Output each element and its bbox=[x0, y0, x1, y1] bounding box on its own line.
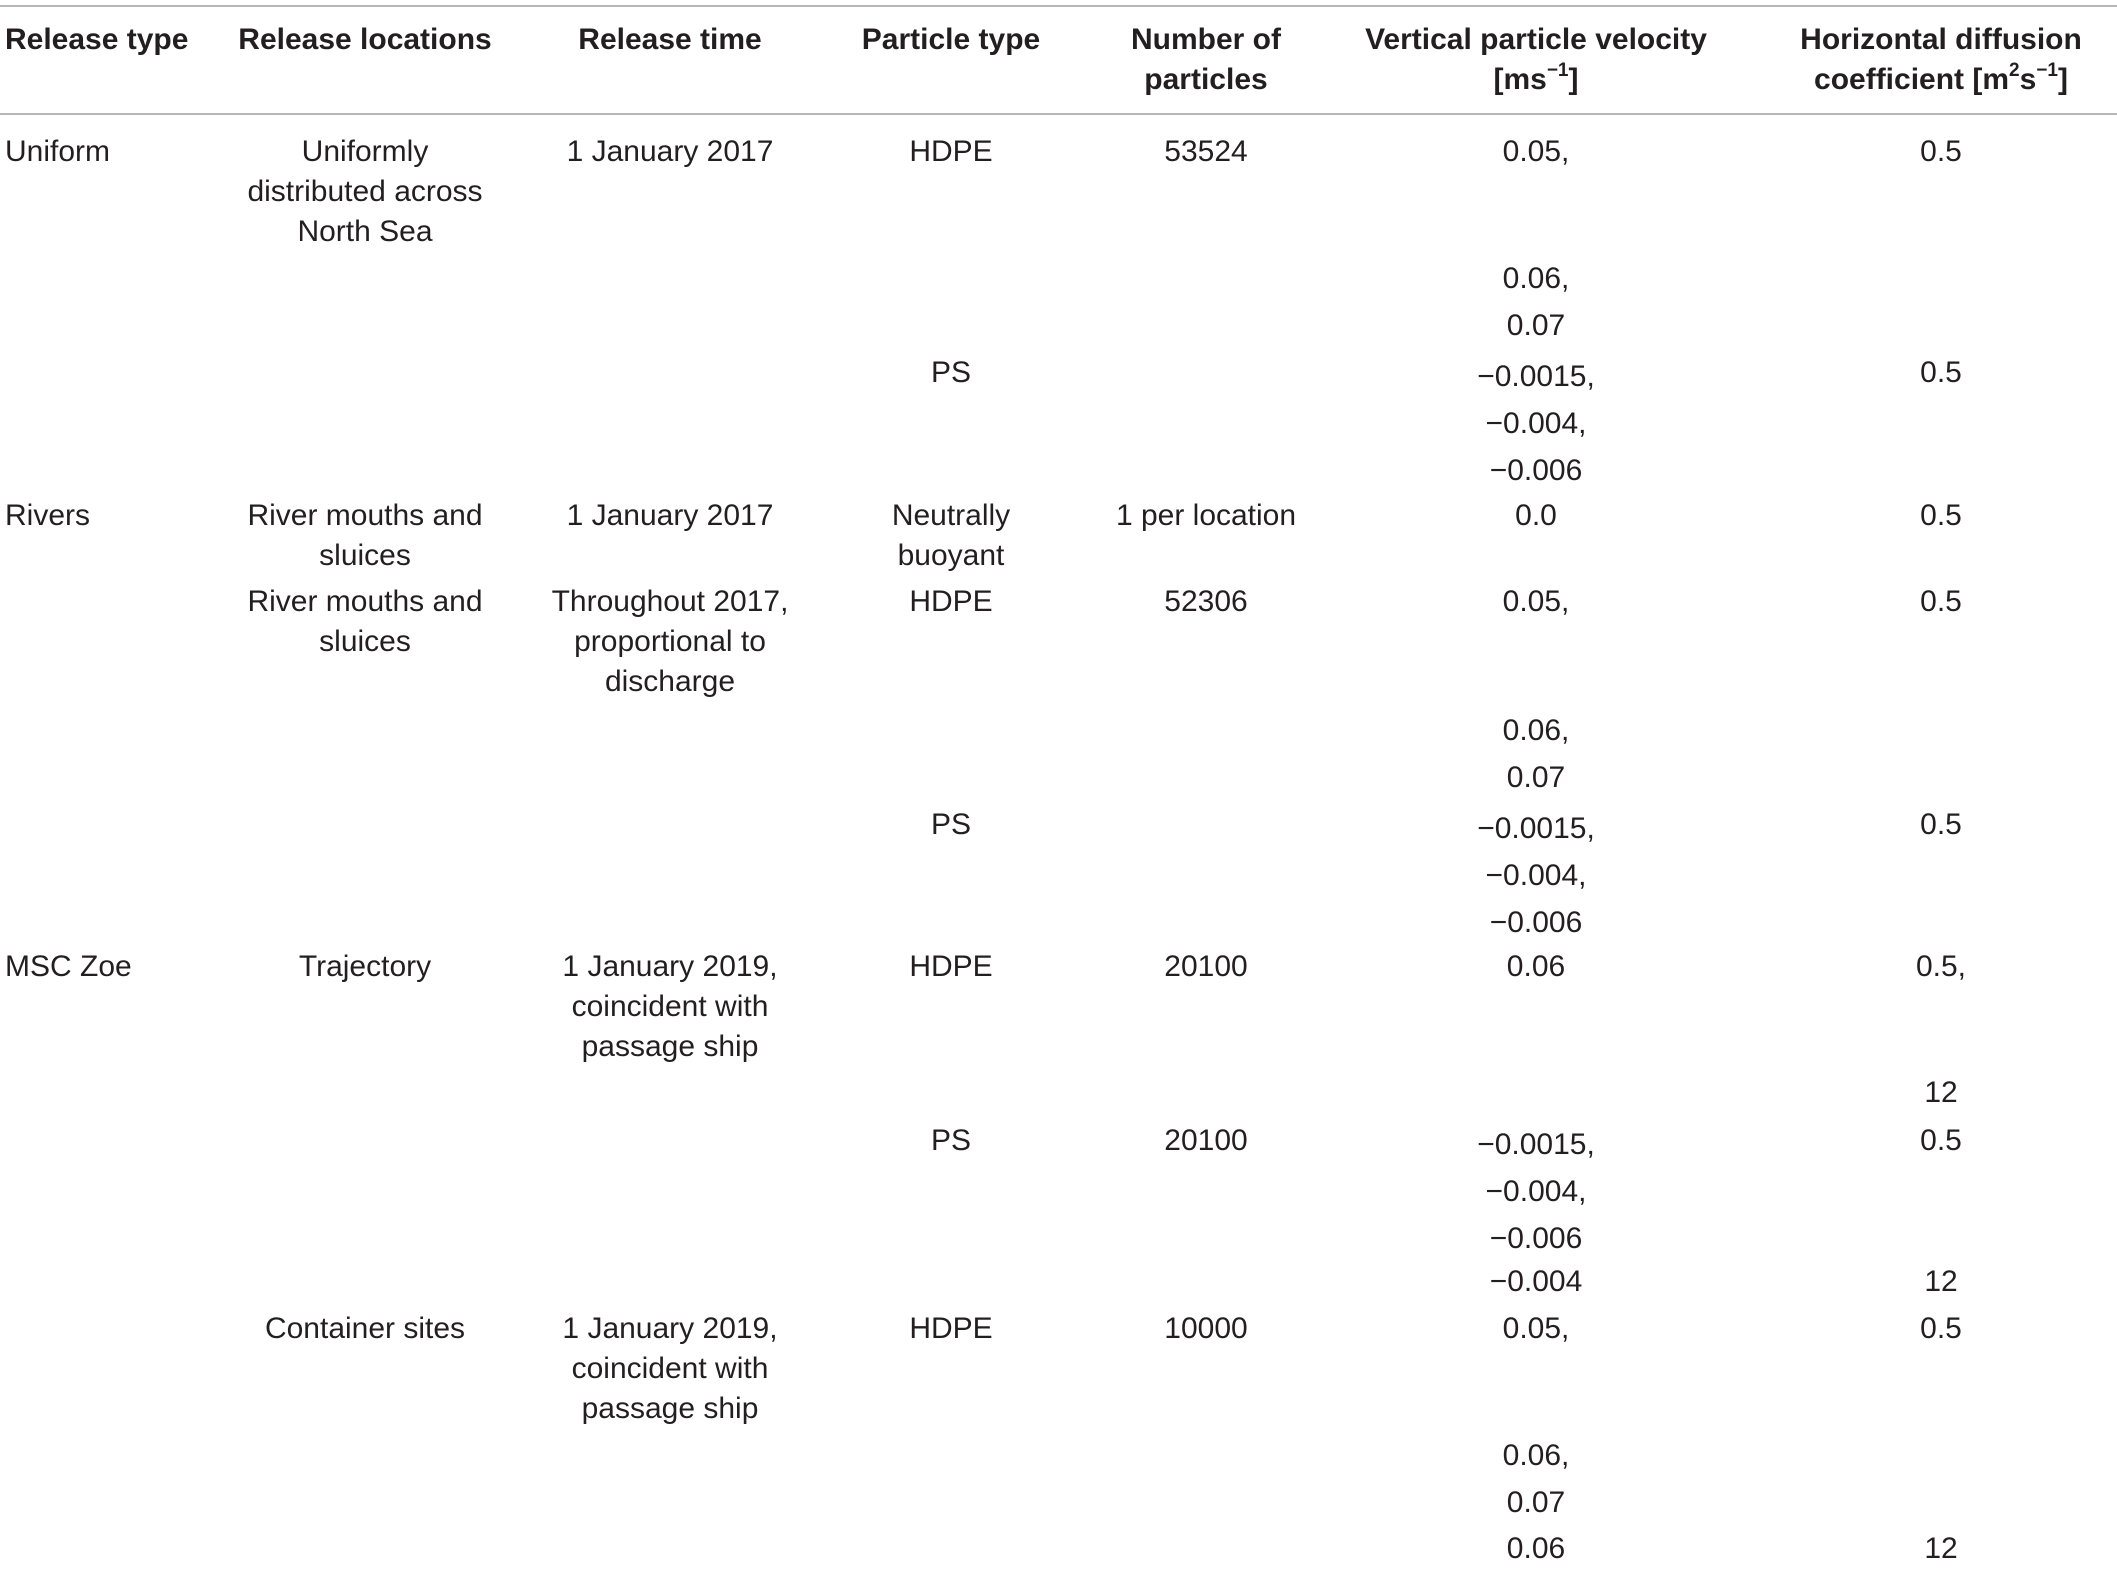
cell-vertical-velocity: 0.06, bbox=[1502, 714, 1570, 747]
cell-release-time-uniform: 1 January 2017 bbox=[566, 135, 774, 168]
cell-horizontal-diffusion: 0.5 bbox=[1920, 808, 1962, 841]
header-number-of-particles: Number of particles bbox=[1131, 23, 1281, 96]
cell-vertical-velocity: 0.07 bbox=[1506, 309, 1566, 342]
cell-particle-type-neutrally-buoyant: Neutrally buoyant bbox=[891, 499, 1011, 572]
cell-number-of-particles: 20100 bbox=[1164, 950, 1248, 983]
cell-number-of-particles: 20100 bbox=[1164, 1124, 1248, 1157]
cell-horizontal-diffusion: 12 bbox=[1924, 1532, 1958, 1565]
cell-release-type-uniform: Uniform bbox=[5, 135, 111, 168]
header-horizontal-diffusion-coefficient: Horizontal diffusion coefficient $[m^2s^{-1}]$ bbox=[1800, 23, 2082, 96]
cell-release-locations-trajectory: Trajectory bbox=[298, 950, 432, 983]
cell-vertical-velocity: −0.004 bbox=[1489, 1265, 1583, 1298]
header-particle-type: Particle type bbox=[861, 23, 1041, 56]
cell-release-type-rivers: Rivers bbox=[5, 499, 91, 532]
cell-particle-type-hdpe: HDPE bbox=[909, 585, 993, 618]
cell-release-time: Throughout 2017, proportional to discharge bbox=[551, 585, 789, 698]
cell-vertical-velocity: 0.07 bbox=[1506, 1486, 1566, 1519]
cell-particle-type-ps: PS bbox=[930, 1124, 972, 1157]
header-release-time: Release time bbox=[578, 23, 762, 56]
cell-vertical-velocity: 0.05, bbox=[1502, 135, 1570, 168]
cell-particle-type-ps: PS bbox=[930, 808, 972, 841]
cell-horizontal-diffusion: 0.5 bbox=[1920, 1312, 1962, 1345]
cell-vertical-velocity: 0.06 bbox=[1506, 1532, 1566, 1565]
cell-number-of-particles: 10000 bbox=[1164, 1312, 1248, 1345]
cell-horizontal-diffusion: 0.5 bbox=[1920, 135, 1962, 168]
cell-release-locations-uniform: Uniformly distributed across North Sea bbox=[247, 135, 483, 248]
header-release-type: Release type bbox=[5, 23, 189, 56]
cell-vertical-velocity: −0.0015, −0.004, −0.006 bbox=[1477, 1128, 1595, 1255]
cell-horizontal-diffusion: 0.5 bbox=[1920, 356, 1962, 389]
cell-release-locations-rivers: River mouths and sluices bbox=[247, 499, 483, 572]
cell-vertical-velocity: 0.06, bbox=[1502, 262, 1570, 295]
cell-particle-type-hdpe: HDPE bbox=[909, 950, 993, 983]
cell-particle-type-hdpe: HDPE bbox=[909, 135, 993, 168]
cell-horizontal-diffusion: 0.5 bbox=[1920, 585, 1962, 618]
cell-release-locations-rivers: River mouths and sluices bbox=[247, 585, 483, 658]
cell-number-of-particles: 52306 bbox=[1164, 585, 1248, 618]
table-top-rule bbox=[0, 5, 2117, 7]
cell-particle-type-ps: PS bbox=[930, 356, 972, 389]
cell-vertical-velocity: 0.05, bbox=[1502, 1312, 1570, 1345]
cell-vertical-velocity: 0.06, bbox=[1502, 1439, 1570, 1472]
cell-particle-type-hdpe: HDPE bbox=[909, 1312, 993, 1345]
cell-vertical-velocity: 0.05, bbox=[1502, 585, 1570, 618]
cell-vertical-velocity: 0.0 bbox=[1515, 499, 1557, 532]
cell-number-of-particles: 53524 bbox=[1164, 135, 1248, 168]
cell-horizontal-diffusion: 0.5 bbox=[1920, 1124, 1962, 1157]
cell-horizontal-diffusion: 12 bbox=[1924, 1265, 1958, 1298]
header-vertical-particle-velocity: Vertical particle velocity $[ms^{-1}]$ bbox=[1365, 23, 1707, 96]
cell-horizontal-diffusion: 0.5, bbox=[1915, 950, 1967, 983]
cell-horizontal-diffusion: 0.5 bbox=[1920, 499, 1962, 532]
cell-release-time: 1 January 2019, coincident with passage ship bbox=[562, 1312, 778, 1425]
cell-release-locations-container-sites: Container sites bbox=[264, 1312, 466, 1345]
cell-vertical-velocity: 0.06 bbox=[1506, 950, 1566, 983]
cell-release-time: 1 January 2019, coincident with passage ship bbox=[562, 950, 778, 1063]
header-release-locations: Release locations bbox=[238, 23, 492, 56]
cell-vertical-velocity: −0.0015, −0.004, −0.006 bbox=[1477, 360, 1595, 487]
cell-release-time: 1 January 2017 bbox=[566, 499, 774, 532]
cell-horizontal-diffusion: 12 bbox=[1924, 1076, 1958, 1109]
table-header-rule bbox=[0, 113, 2117, 115]
cell-release-type-msc-zoe: MSC Zoe bbox=[5, 950, 132, 983]
cell-vertical-velocity: −0.0015, −0.004, −0.006 bbox=[1477, 812, 1595, 939]
cell-number-of-particles: 1 per location bbox=[1115, 499, 1297, 532]
cell-vertical-velocity: 0.07 bbox=[1506, 761, 1566, 794]
